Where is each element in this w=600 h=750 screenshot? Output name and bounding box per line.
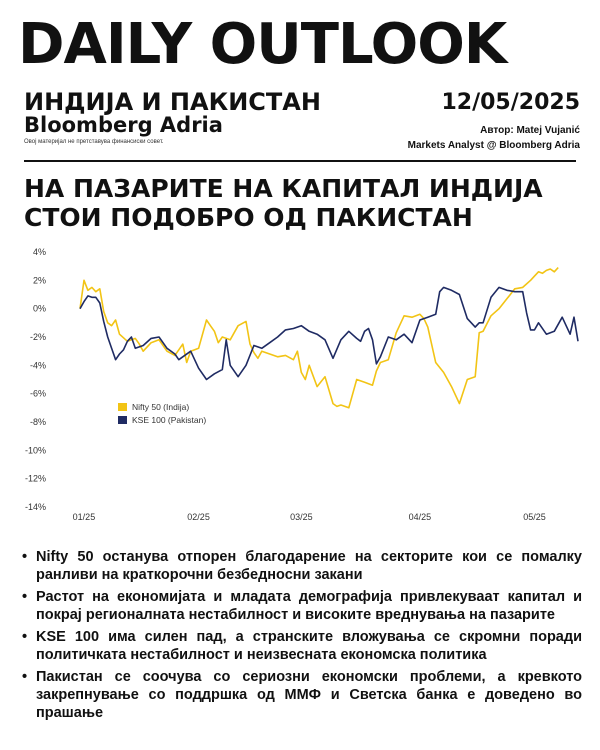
author-name: Автор: Matej Vujanić [480,125,580,136]
y-tick-label: -4% [29,360,46,371]
bullet-item [22,588,582,624]
x-tick-label: 02/25 [187,512,210,522]
y-tick-label: -14% [24,502,46,512]
disclaimer: Овој материјал не претставува финансиски совет. [24,139,164,145]
report-subtitle: ИНДИЈА И ПАКИСТАН [24,88,321,116]
report-date: 12/05/2025 [441,90,580,115]
divider [24,160,576,162]
bullet-lead: KSE 100 [36,629,100,645]
legend-label-2: KSE 100 (Pakistan) [132,415,207,425]
legend-swatch-1 [118,403,127,411]
y-tick-label: -8% [29,417,46,427]
headline-line-1: НА ПАЗАРИТЕ НА КАПИТАЛ ИНДИЈА [24,174,543,203]
legend-label-1: Nifty 50 (Indija) [132,402,190,412]
bullet-text: Пакистан се соочува со сериозни економски проблеми, а кревкото закрепнување со поддршка од ММФ и Светска банка е доведено во прашање [36,669,582,721]
report-title: DAILY OUTLOOK [18,12,507,77]
bullet-text: останува отпорен благодарение на секторите кои се помалку ранливи на краткорочни безбедносни закани [36,549,582,583]
y-tick-label: -2% [29,332,46,342]
y-tick-label: -6% [29,388,46,399]
x-tick-label: 04/25 [408,512,432,522]
y-tick-label: -12% [24,473,46,484]
y-tick-label: 4% [32,247,46,257]
author-role: Markets Analyst @ Bloomberg Adria [407,140,580,151]
series-line-2 [80,287,578,379]
x-tick-label: 03/25 [290,512,313,522]
brand-name: Bloomberg Adria [24,113,223,137]
bullet-item [22,548,582,584]
legend-swatch-2 [118,416,127,424]
y-tick-label: 0% [32,303,46,314]
bullet-text: Растот на економијата и младата демографија привлекуваат капитал и покрај регионалната нестабилност и високите вреднувања на пазарите [36,589,582,623]
headline-line-2: СТОИ ПОДОБРО ОД ПАКИСТАН [24,203,473,232]
y-tick-label: -10% [24,445,46,456]
bullet-text: има силен пад, а странските вложувања се скромни поради политичката нестабилност и неизвесната економска политика [36,629,582,663]
y-tick-label: 2% [32,275,46,286]
line-chart [0,240,600,530]
bullet-list [22,548,582,726]
bullet-item [22,628,582,664]
headline [24,174,584,232]
bullet-lead: Nifty 50 [36,549,94,565]
bullet-item [22,668,582,722]
x-tick-label: 05/25 [523,512,546,522]
x-tick-label: 01/25 [72,512,96,522]
